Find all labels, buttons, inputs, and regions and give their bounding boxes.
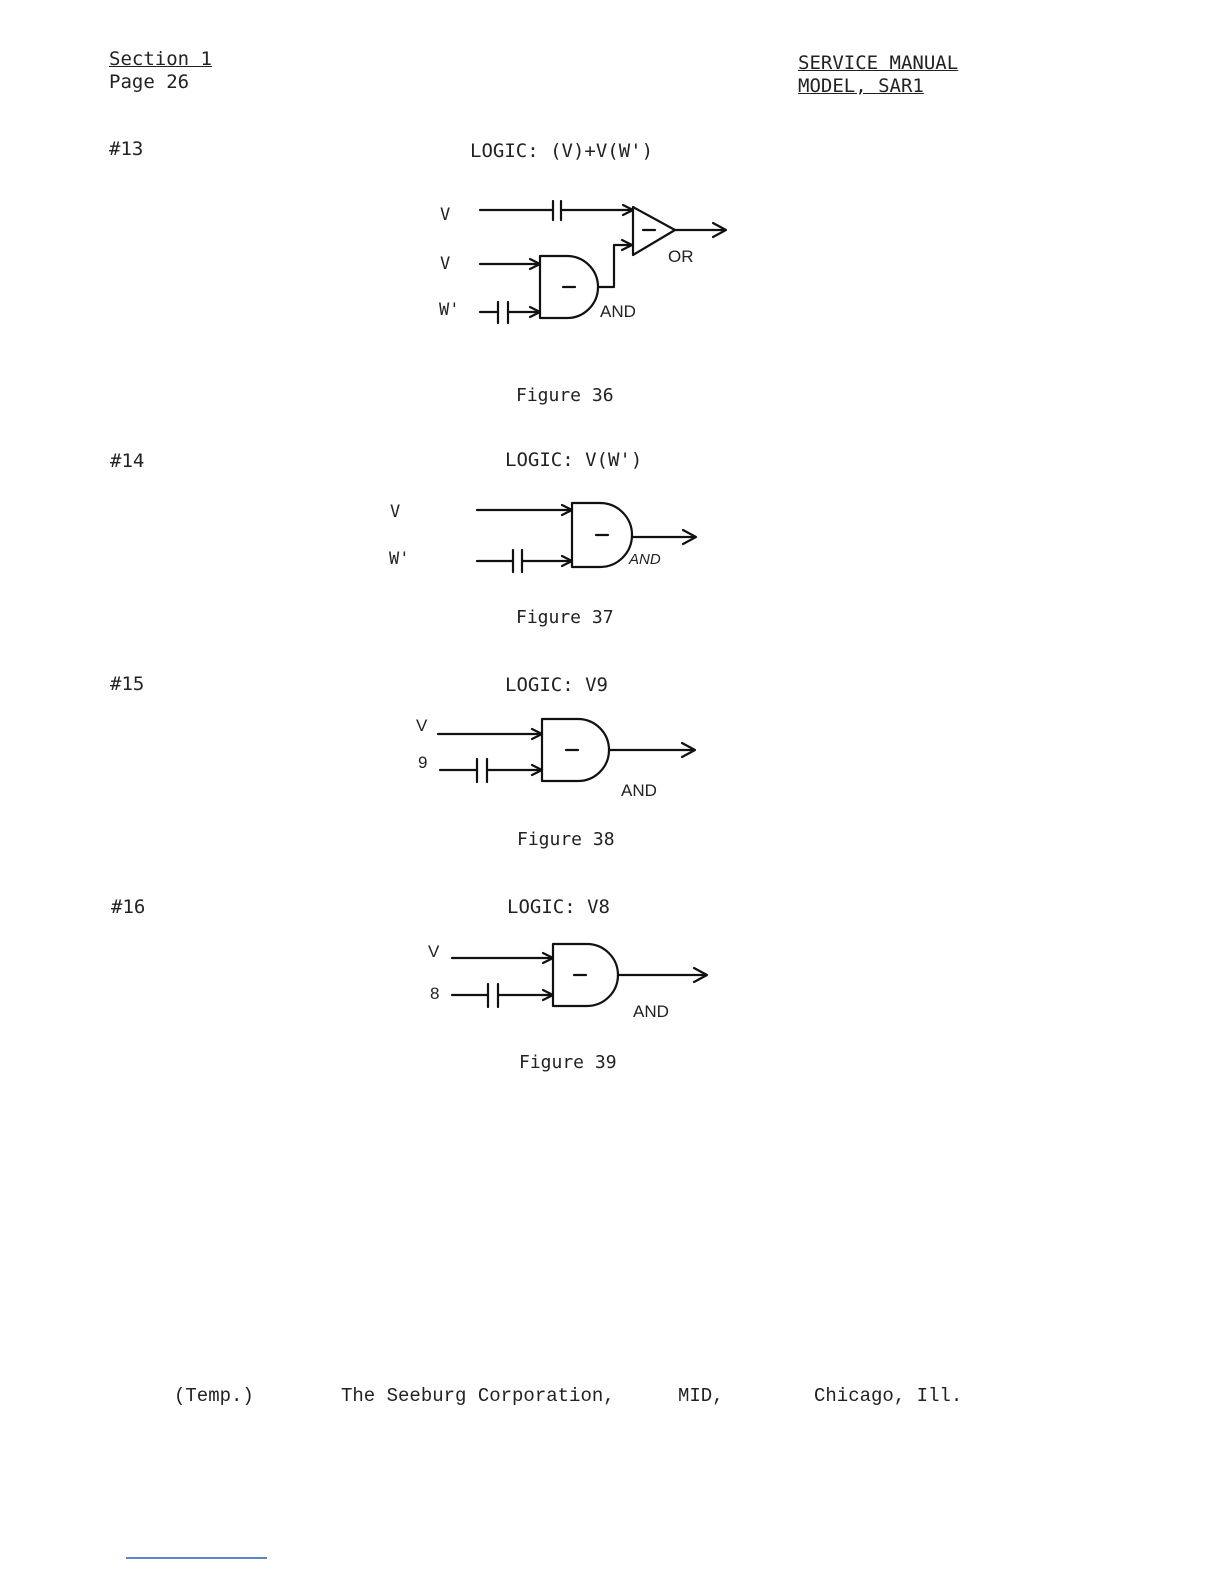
page-edge-line: [126, 1557, 267, 1559]
input-label: 8: [430, 984, 440, 1003]
page-label: Page 26: [109, 71, 190, 93]
input-label: V: [416, 716, 428, 735]
and-gate-label: AND: [621, 781, 657, 800]
figure-caption: Figure 37: [516, 607, 614, 628]
input-label: V: [428, 942, 440, 961]
entry-number: #15: [110, 673, 145, 695]
section-label: Section 1: [109, 48, 212, 70]
entry-number: #14: [110, 450, 145, 472]
input-label: W': [389, 549, 410, 569]
manual-title: SERVICE MANUAL: [798, 52, 959, 74]
logic-expression: LOGIC: (V)+V(W'): [470, 140, 654, 162]
figure-caption: Figure 39: [519, 1052, 617, 1073]
input-label: W': [439, 300, 460, 320]
and-gate-label: AND: [633, 1002, 669, 1021]
and-gate-label: AND: [600, 302, 636, 321]
logic-expression: LOGIC: V8: [507, 896, 610, 918]
logic-expression: LOGIC: V(W'): [505, 449, 643, 471]
figure-caption: Figure 38: [517, 829, 615, 850]
figure-caption: Figure 36: [516, 385, 614, 406]
diagram-15-wires: [438, 719, 695, 782]
footer-temp: (Temp.): [174, 1385, 254, 1407]
or-gate-label: OR: [668, 247, 694, 266]
entry-number: #16: [111, 896, 146, 918]
input-label: V: [390, 502, 401, 522]
input-label: 9: [418, 753, 428, 772]
entry-number: #13: [109, 138, 144, 160]
footer-city: Chicago, Ill.: [814, 1385, 963, 1407]
logic-expression: LOGIC: V9: [505, 674, 608, 696]
and-gate-label: AND: [629, 551, 661, 568]
input-label: V: [440, 205, 451, 225]
diagram-14-wires: [477, 503, 696, 572]
diagram-16-wires: [452, 944, 707, 1007]
footer-division: MID,: [678, 1385, 724, 1407]
input-label: V: [440, 254, 451, 274]
footer-company: The Seeburg Corporation,: [341, 1385, 615, 1407]
model-label: MODEL, SAR1: [798, 75, 924, 97]
